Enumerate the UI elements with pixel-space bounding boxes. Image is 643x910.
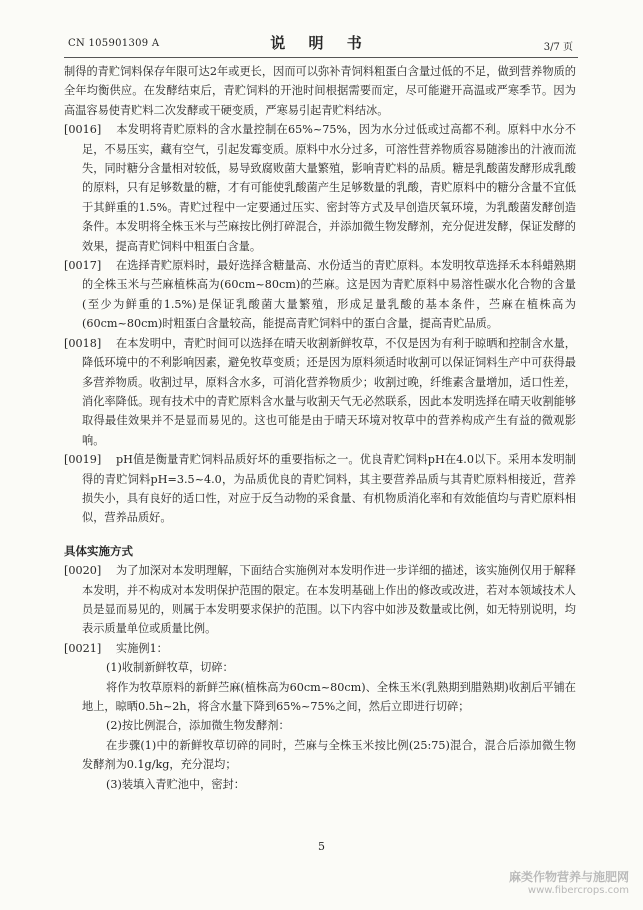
step-1-text: 将作为牧草原料的新鲜苎麻(植株高为60cm~80cm)、全株玉米(乳熟期到腊熟期)收割后平铺在地上，晾晒0.5h~2h，将含水量下降到65%~75%之间，然后立即进行切碎； bbox=[82, 680, 576, 713]
document-body bbox=[64, 62, 576, 794]
paragraph-0021 bbox=[64, 639, 576, 658]
watermark-url: www.fibercrops.com bbox=[527, 885, 629, 896]
paragraph-text: 本发明将青贮原料的含水量控制在65%~75%，因为水分过低或过高都不利。原料中水分不足，不易压实，藏有空气，引起发霉变质。原料中水分过多，可溶性营养物质容易随渗出的汁液而流失，同时糖分含量相对较低，易导致腐败菌大量繁殖，影响青贮料的品质。糖是乳酸菌发酵形成乳酸的原料，只有足够数量的糖，才有可能使乳酸菌产生足够数量的乳酸，青贮原料中的糖分含量不宜低于其鲜重的1.5%。青贮过程中一定要通过压实、密封等方式及早创造厌氧环境，为乳酸菌发酵创造条件。本发明将全株玉米与苎麻按比例打碎混合，并添加微生物发酵剂，充分促进发酵，保证发酵的效果，提高青贮饲料中粗蛋白含量。 bbox=[82, 123, 576, 253]
publication-number: CN 105901309 A bbox=[68, 38, 160, 49]
section-heading: 具体实施方式 bbox=[64, 543, 133, 558]
example-label: 实施例1： bbox=[116, 641, 168, 655]
paragraph-0016 bbox=[64, 120, 576, 256]
page-number: 5 bbox=[318, 840, 325, 853]
paragraph-number: [0021] bbox=[64, 641, 102, 655]
paragraph-0017 bbox=[64, 256, 576, 334]
step-2-title: (2)按比例混合，添加微生物发酵剂： bbox=[106, 719, 290, 733]
step-3-title: (3)装填入青贮池中，密封： bbox=[106, 777, 245, 791]
step-2-text: 在步骤(1)中的新鲜牧草切碎的同时，苎麻与全株玉米按比例(25:75)混合，混合后添加微生物发酵剂为0.1g/kg，充分混均； bbox=[82, 738, 576, 772]
paragraph-text: 在本发明中，青贮时间可以选择在晴天收割新鲜牧草，不仅是因为有利于晾晒和控制含水量，降低环境中的不利影响因素，避免牧草变质；还是因为原料须适时收割可以保证饲料生产中可获得最多营养物质。收割过早，原料含水多，可消化营养物质少；收割过晚，纤维素含量增加，适口性差，消化率降低。现有技术中的青贮原料含水量与收割天气无必然联系，因此本发明选择在晴天收割能够取得最佳效果并不是显而易见的。这也可能是由于晴天环境对牧草中的营养构成产生有益的微观影响。 bbox=[82, 336, 576, 447]
page-count: 3/7 页 bbox=[543, 42, 573, 53]
header-rule bbox=[64, 57, 578, 58]
page-header bbox=[68, 32, 573, 54]
document-title: 说 明 书 bbox=[270, 34, 371, 52]
step-1-title: (1)收制新鲜牧草，切碎： bbox=[106, 661, 234, 675]
site-watermark bbox=[509, 868, 629, 896]
paragraph-text: 在选择青贮原料时，最好选择含糖量高、水份适当的青贮原料。本发明牧草选择禾本科蜡熟期的全株玉米与苎麻植株高为(60cm~80cm)的苎麻。这是因为青贮原料中易溶性碳水化合物的含量(至少为鲜重的1.5%)是保证乳酸菌大量繁殖，形成足量乳酸的基本条件，苎麻在植株高为(60cm~80cm)时粗蛋白含量较高，能提高青贮饲料中的蛋白含量，提高青贮品质。 bbox=[82, 259, 576, 331]
watermark-name: 麻类作物营养与施肥网 bbox=[508, 870, 629, 884]
paragraph-number: [0018] bbox=[64, 336, 102, 350]
paragraph-0020 bbox=[64, 561, 576, 639]
paragraph-number: [0017] bbox=[64, 259, 102, 273]
paragraph-text: 为了加深对本发明理解，下面结合实施例对本发明作进一步详细的描述，该实施例仅用于解释本发明，并不构成对本发明保护范围的限定。在本发明基础上作出的修改或改进，若对本领域技术人员是显而易见的，则属于本发明要求保护的范围。以下内容中如涉及数量或比例，如无特别说明，均表示质量单位或质量比例。 bbox=[82, 564, 576, 636]
paragraph-0018 bbox=[64, 334, 576, 450]
paragraph-number: [0020] bbox=[64, 564, 102, 578]
paragraph-0019 bbox=[64, 450, 576, 528]
paragraph-number: [0019] bbox=[64, 453, 102, 467]
paragraph-text: pH值是衡量青贮饲料品质好坏的重要指标之一。优良青贮饲料pH在4.0以下。采用本发明制得的青贮饲料pH=3.5~4.0，为品质优良的青贮饲料，其主要营养品质与其青贮原料相接近，营养损失小，具有良好的适口性，对应于反刍动物的采食量、有机物质消化率和有效能值均与青贮原料相似，营养品质好。 bbox=[82, 453, 576, 525]
intro-text: 制得的青贮饲料保存年限可达2年或更长，因而可以弥补青饲料粗蛋白含量过低的不足，做到营养物质的全年均衡供应。在发酵结束后，青贮饲料的开池时间根据需要而定，尽可能避开高温或严寒季节。因为高温容易使青贮料二次发酵或干硬变质，严寒易引起青贮料结冰。 bbox=[64, 65, 576, 117]
paragraph-number: [0016] bbox=[64, 123, 102, 137]
